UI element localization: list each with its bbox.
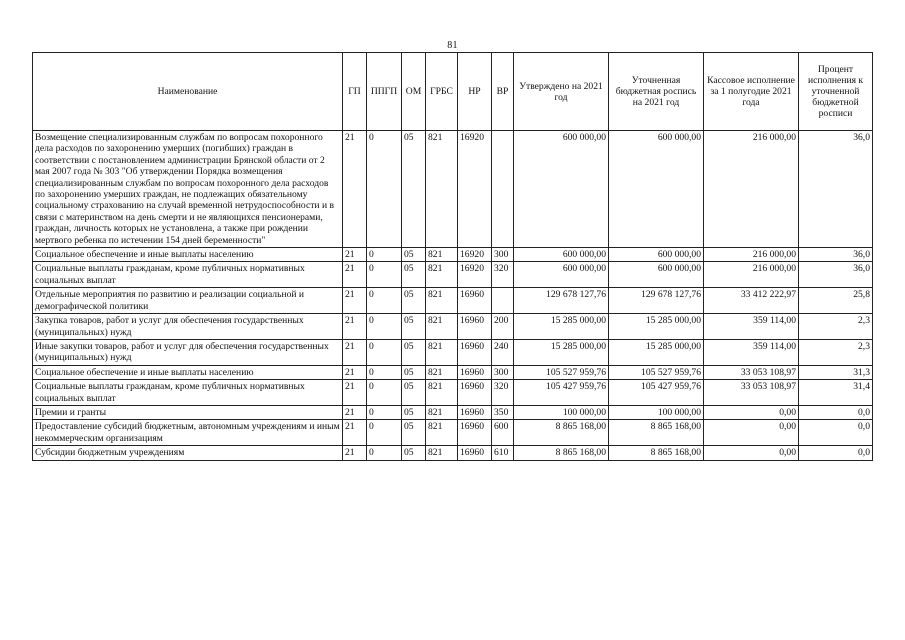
table-cell: 200 xyxy=(492,314,514,340)
row-name-cell: Социальное обеспечение и иные выплаты населению xyxy=(33,248,343,262)
column-header: НР xyxy=(458,53,492,131)
table-cell: 15 285 000,00 xyxy=(609,339,704,365)
table-cell: 05 xyxy=(402,339,426,365)
table-cell: 240 xyxy=(492,339,514,365)
table-cell: 129 678 127,76 xyxy=(609,288,704,314)
row-name-cell: Закупка товаров, работ и услуг для обеспечения государственных (муниципальных) нужд xyxy=(33,314,343,340)
table-cell: 05 xyxy=(402,405,426,419)
table-cell: 821 xyxy=(426,365,458,379)
column-header: ВР xyxy=(492,53,514,131)
row-name-cell: Социальные выплаты гражданам, кроме публичных нормативных социальных выплат xyxy=(33,380,343,406)
table-cell: 8 865 168,00 xyxy=(609,420,704,446)
table-cell: 16960 xyxy=(458,339,492,365)
table-cell: 0 xyxy=(367,380,402,406)
table-cell: 21 xyxy=(343,248,367,262)
row-name-cell: Социальное обеспечение и иные выплаты населению xyxy=(33,365,343,379)
table-cell: 16960 xyxy=(458,405,492,419)
table-cell: 0 xyxy=(367,248,402,262)
table-cell: 821 xyxy=(426,262,458,288)
table-cell: 05 xyxy=(402,262,426,288)
table-cell: 05 xyxy=(402,365,426,379)
table-cell: 05 xyxy=(402,446,426,460)
table-cell: 0 xyxy=(367,339,402,365)
table-row xyxy=(33,288,873,314)
table-cell: 0 xyxy=(367,405,402,419)
table-cell: 821 xyxy=(426,405,458,419)
table-cell: 600 000,00 xyxy=(514,248,609,262)
table-cell: 600 xyxy=(492,420,514,446)
table-cell: 821 xyxy=(426,314,458,340)
table-cell xyxy=(492,288,514,314)
table-cell: 0,0 xyxy=(799,405,873,419)
table-cell: 31,4 xyxy=(799,380,873,406)
table-cell: 100 000,00 xyxy=(609,405,704,419)
table-cell: 100 000,00 xyxy=(514,405,609,419)
table-cell: 8 865 168,00 xyxy=(514,446,609,460)
table-cell: 16920 xyxy=(458,248,492,262)
table-cell: 105 427 959,76 xyxy=(514,380,609,406)
table-cell: 300 xyxy=(492,248,514,262)
table-header-row xyxy=(33,53,873,131)
table-row xyxy=(33,446,873,460)
table-cell: 36,0 xyxy=(799,131,873,248)
table-cell: 0 xyxy=(367,365,402,379)
table-cell: 16920 xyxy=(458,262,492,288)
table-row xyxy=(33,314,873,340)
table-cell: 600 000,00 xyxy=(609,262,704,288)
table-cell: 05 xyxy=(402,131,426,248)
table-cell: 600 000,00 xyxy=(514,262,609,288)
table-cell: 16960 xyxy=(458,314,492,340)
table-cell: 15 285 000,00 xyxy=(514,339,609,365)
table-cell: 36,0 xyxy=(799,262,873,288)
table-cell: 0,0 xyxy=(799,420,873,446)
table-cell: 320 xyxy=(492,380,514,406)
table-cell: 21 xyxy=(343,288,367,314)
table-cell: 0,0 xyxy=(799,446,873,460)
table-cell: 129 678 127,76 xyxy=(514,288,609,314)
table-cell: 0 xyxy=(367,131,402,248)
table-cell: 2,3 xyxy=(799,314,873,340)
row-name-cell: Иные закупки товаров, работ и услуг для обеспечения государственных (муниципальных) нужд xyxy=(33,339,343,365)
table-cell: 105 527 959,76 xyxy=(609,365,704,379)
column-header: ГРБС xyxy=(426,53,458,131)
table-row xyxy=(33,339,873,365)
table-cell: 216 000,00 xyxy=(704,131,799,248)
table-cell: 359 114,00 xyxy=(704,339,799,365)
table-cell: 21 xyxy=(343,339,367,365)
table-row xyxy=(33,380,873,406)
column-header: Кассовое исполнение за 1 полугодие 2021 года xyxy=(704,53,799,131)
table-cell: 600 000,00 xyxy=(514,131,609,248)
table-cell: 0,00 xyxy=(704,405,799,419)
table-row xyxy=(33,365,873,379)
table-cell: 821 xyxy=(426,131,458,248)
table-cell: 15 285 000,00 xyxy=(609,314,704,340)
table-cell: 8 865 168,00 xyxy=(609,446,704,460)
table-cell: 105 427 959,76 xyxy=(609,380,704,406)
table-cell: 610 xyxy=(492,446,514,460)
table-cell: 16960 xyxy=(458,420,492,446)
table-cell: 05 xyxy=(402,248,426,262)
table-cell: 21 xyxy=(343,365,367,379)
table-cell: 21 xyxy=(343,446,367,460)
row-name-cell: Социальные выплаты гражданам, кроме публичных нормативных социальных выплат xyxy=(33,262,343,288)
table-cell: 821 xyxy=(426,288,458,314)
table-row xyxy=(33,420,873,446)
table-cell: 16920 xyxy=(458,131,492,248)
table-cell: 36,0 xyxy=(799,248,873,262)
column-header: ГП xyxy=(343,53,367,131)
table-row xyxy=(33,262,873,288)
page-number: 81 xyxy=(447,40,458,51)
table-cell: 16960 xyxy=(458,365,492,379)
table-cell: 821 xyxy=(426,380,458,406)
column-header: Наименование xyxy=(33,53,343,131)
table-cell: 15 285 000,00 xyxy=(514,314,609,340)
table-cell: 21 xyxy=(343,262,367,288)
table-cell: 0,00 xyxy=(704,446,799,460)
row-name-cell: Субсидии бюджетным учреждениям xyxy=(33,446,343,460)
table-cell xyxy=(492,131,514,248)
table-cell: 05 xyxy=(402,288,426,314)
table-cell: 0 xyxy=(367,314,402,340)
table-cell: 0 xyxy=(367,446,402,460)
table-cell: 821 xyxy=(426,420,458,446)
table-cell: 21 xyxy=(343,420,367,446)
table-cell: 21 xyxy=(343,380,367,406)
table-cell: 05 xyxy=(402,380,426,406)
table-cell: 821 xyxy=(426,446,458,460)
table-cell: 0 xyxy=(367,288,402,314)
table-cell: 33 053 108,97 xyxy=(704,365,799,379)
table-cell: 33 053 108,97 xyxy=(704,380,799,406)
table-cell: 05 xyxy=(402,420,426,446)
table-cell: 21 xyxy=(343,131,367,248)
table-cell: 359 114,00 xyxy=(704,314,799,340)
table-cell: 216 000,00 xyxy=(704,262,799,288)
column-header: ОМ xyxy=(402,53,426,131)
column-header: Утверждено на 2021 год xyxy=(514,53,609,131)
column-header: Уточненная бюджетная роспись на 2021 год xyxy=(609,53,704,131)
column-header: Процент исполнения к уточненной бюджетной росписи xyxy=(799,53,873,131)
table-cell: 05 xyxy=(402,314,426,340)
table-cell: 21 xyxy=(343,314,367,340)
row-name-cell: Премии и гранты xyxy=(33,405,343,419)
table-cell: 21 xyxy=(343,405,367,419)
table-cell: 31,3 xyxy=(799,365,873,379)
table-cell: 821 xyxy=(426,339,458,365)
table-cell: 600 000,00 xyxy=(609,131,704,248)
table-cell: 25,8 xyxy=(799,288,873,314)
table-cell: 320 xyxy=(492,262,514,288)
table-cell: 821 xyxy=(426,248,458,262)
table-cell: 16960 xyxy=(458,446,492,460)
row-name-cell: Возмещение специализированным службам по вопросам похоронного дела расходов по захоронению умерших (погибших) граждан в соответствии с постановлением администрации Брянской области от 2 мая 2007 года № 303 "Об утверждении Порядка возмещения специализированным службам по вопросам похоронного дела расходов по захоронению умерших граждан, не подлежащих обязательному социальному страхованию на случай временной нетрудоспособности и в связи с материнством на день смерти и не являющихся пенсионерами, граждан, личность которых не установлена, а также при рождении мертвого ребенка по истечении 154 дней беременности" xyxy=(33,131,343,248)
table-cell: 300 xyxy=(492,365,514,379)
row-name-cell: Отдельные мероприятия по развитию и реализации социальной и демографической политики xyxy=(33,288,343,314)
table-cell: 33 412 222,97 xyxy=(704,288,799,314)
table-cell: 16960 xyxy=(458,380,492,406)
table-cell: 0,00 xyxy=(704,420,799,446)
table-row xyxy=(33,405,873,419)
budget-table xyxy=(32,52,873,461)
table-cell: 216 000,00 xyxy=(704,248,799,262)
table-row xyxy=(33,131,873,248)
row-name-cell: Предоставление субсидий бюджетным, автономным учреждениям и иным некоммерческим организациям xyxy=(33,420,343,446)
table-cell: 350 xyxy=(492,405,514,419)
table-cell: 2,3 xyxy=(799,339,873,365)
table-cell: 0 xyxy=(367,262,402,288)
table-cell: 0 xyxy=(367,420,402,446)
table-cell: 16960 xyxy=(458,288,492,314)
table-cell: 105 527 959,76 xyxy=(514,365,609,379)
table-cell: 8 865 168,00 xyxy=(514,420,609,446)
table-row xyxy=(33,248,873,262)
table-cell: 600 000,00 xyxy=(609,248,704,262)
column-header: ППГП xyxy=(367,53,402,131)
